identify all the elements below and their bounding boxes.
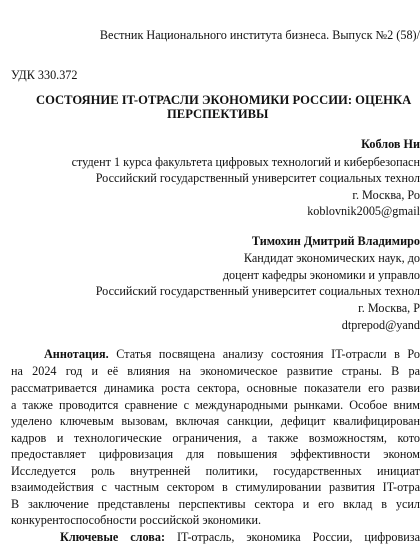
abstract-line-3: рассматривается динамика роста сектора, основные показатели его разви — [11, 381, 420, 395]
running-header: Вестник Национального института бизнеса. Выпуск №2 (58)/ — [99, 28, 420, 42]
keywords — [60, 530, 420, 545]
author-2-degree: Кандидат экономических наук, до — [243, 251, 420, 265]
abstract-line-9: взаимодействия с частным сектором в стимулировании развития IT-отра — [11, 480, 420, 494]
author-1-position: студент 1 курса факультета цифровых технологий и кибербезопасн — [71, 155, 420, 169]
title-line-1: СОСТОЯНИЕ IT-ОТРАСЛИ ЭКОНОМИКИ РОССИИ: ОЦЕНКА — [36, 93, 412, 107]
author-2-university: Российский государственный университет социальных технол — [95, 284, 420, 298]
keywords-text: IT-отрасль, экономика России, цифровиза — [176, 530, 420, 544]
abstract-line-10: В заключение представлены перспективы сектора и его вклад в усил — [11, 497, 420, 511]
abstract-line-7: предоставляет цифровизация для повышения эффективности эконом — [11, 447, 420, 461]
abstract-line-1 — [44, 347, 420, 362]
abstract-line-4: а также проводится сравнение с международными рынками. Особое вним — [11, 398, 420, 412]
author-2-name: Тимохин Дмитрий Владимиро — [251, 234, 420, 248]
author-1-name: Коблов Ни — [361, 137, 420, 151]
author-1-email: koblovnik2005@gmail — [307, 204, 420, 218]
author-2-city: г. Москва, Р — [358, 301, 420, 315]
abstract-line-11: конкурентоспособности российской экономики. — [11, 513, 262, 527]
title-line-2: ПЕРСПЕКТИВЫ — [167, 107, 269, 121]
abstract-line-5: уделено ключевым вызовам, включая санкции, дефицит квалифицирован — [11, 414, 420, 428]
abstract-line-8: Исследуется роль внутренней политики, государственных инициат — [11, 464, 420, 478]
abstract-line-6: кадров и технологические ограничения, а также возможностям, кото — [11, 431, 420, 445]
author-1-city: г. Москва, Ро — [352, 188, 420, 202]
author-2-position: доцент кафедры экономики и управло — [222, 268, 420, 282]
abstract-line-2: на 2024 год и её влияния на экономическое развитие страны. В ра — [11, 364, 420, 378]
keywords-label: Ключевые слова: — [60, 530, 166, 544]
author-2-email: dtprepod@yand — [341, 318, 420, 332]
abstract-label: Аннотация. — [44, 347, 109, 361]
abstract-text: Статья посвящена анализу состояния IT-отрасли в Ро — [116, 347, 420, 361]
udc-code: УДК 330.372 — [11, 68, 78, 82]
author-1-university: Российский государственный университет социальных технол — [95, 171, 420, 185]
